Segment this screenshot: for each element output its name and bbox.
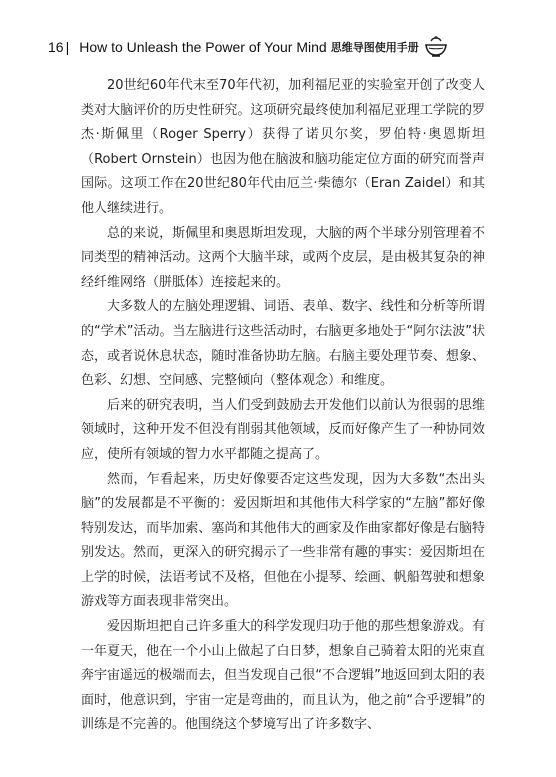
paragraph-6: 爱因斯坦把自己许多重大的科学发现归功于他的那些想象游戏。有一年夏天，他在一个小山上做起了白日梦，想象自己骑着太阳的光束直奔宇宙遥远的极端而去，但当发现自己很“不合逻辑”地返回到太阳的表面时，他意识到，宇宙一定是弯曲的，而且认为，他之前“合乎逻辑”的训练是不完善的。他围绕这个梦境写出了许多数字、 [81,619,485,733]
paragraph-3: 大多数人的左脑处理逻辑、词语、表单、数字、线性和分析等所谓的“学术”活动。当左脑进行这些活动时，右脑更多地处于“阿尔法波”状态，或者说休息状态，随时准备协助左脑。右脑主要处理节奏、想象、色彩、幻想、空间感、完整倾向（整体观念）和维度。 [81,299,485,389]
paragraph-4: 后来的研究表明，当人们受到鼓励去开发他们以前认为很弱的思维领域时，这种开发不但没有削弱其他领域，反而好像产生了一种协同效应，使所有领域的智力水平都随之提高了。 [81,397,485,462]
book-title-english: How to Unleash the Power of Your Mind [79,39,327,55]
paragraph-1: 20世纪60年代末至70年代初，加利福尼亚的实验室开创了改变人类对大脑评价的历史性研究。这项研究最终使加利福尼亚理工学院的罗杰·斯佩里（Roger Sperry）获得了诺贝尔奖，罗伯特·奥恩斯坦（Robert Ornstein）也因为他在脑波和脑功能定位方面的研究而誉声国际。这项工作在20世纪80年代由厄兰·柴德尔（Eran Zaidel）和其他人继续进行。 [81,78,485,216]
bowl-logo-icon [423,35,449,59]
paragraph-5: 然而，乍看起来，历史好像要否定这些发现，因为大多数“杰出头脑”的发展都是不平衡的：爱因斯坦和其他伟大科学家的“左脑”都好像特别发达，而毕加索、塞尚和其他伟大的画家及作曲家都好像是右脑特别发达。然而，更深入的研究揭示了一些非常有趣的事实：爱因斯坦在上学的时候，法语考试不及格，但他在小提琴、绘画、帆船驾驶和想象游戏等方面表现非常突出。 [81,471,485,610]
body-text [81,74,485,738]
header-separator: | [65,39,70,55]
page-number: 16 [48,39,64,55]
paragraph-2: 总的来说，斯佩里和奥恩斯坦发现，大脑的两个半球分别管理着不同类型的精神活动。这两个大脑半球，或两个皮层，是由极其复杂的神经纤维网络（胼胝体）连接起来的。 [81,225,485,290]
running-header [48,30,428,64]
book-title-chinese: 思维导图使用手册 [330,41,419,54]
